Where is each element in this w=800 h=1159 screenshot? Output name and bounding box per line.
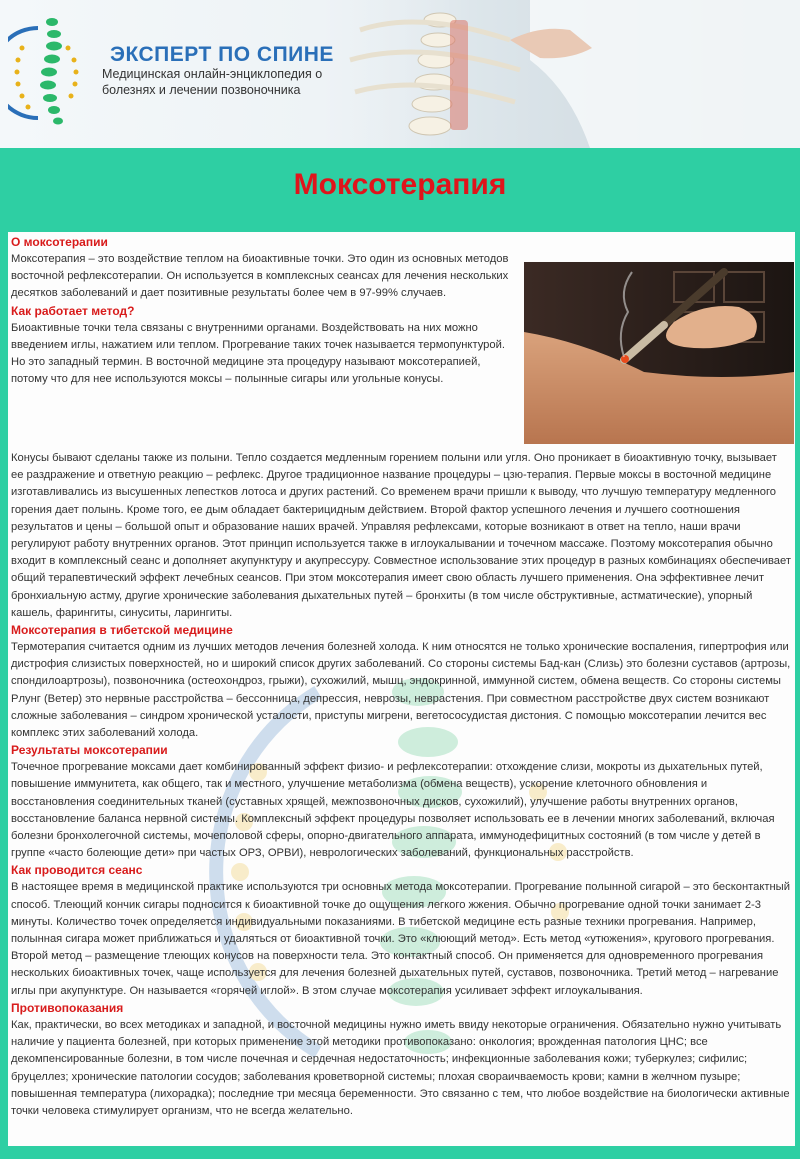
paragraph: Точечное прогревание моксами дает комбинированный эффект физио- и рефлексотерапии: отхождение слизи, мокроты из дыхательных путей, повышение иммунитета, как общего, так и местного, улучшение метаболизма (обмена веществ), ускорение клеточного обновления и восстановления соединительных тканей (суставных хрящей, межпозвоночных дисков, сухожилий), улучшение работы внутренних органов, восстановление баланса нервной системы. Комплексный эффект процедуры позволяет использовать ее в лечении многих заболеваний, включая болезни бронхолегочной системы, мочеполовой сферы, опорно-двигательного аппарата, иммунодефицитных состояний (в том числе у детей в группе «часто болеющие дети» при частых ОРЗ, ОРВИ), неврологических заболеваний, функциональных расстройств. [11,761,775,860]
paragraph: Конусы бывают сделаны также из полыни. Тепло создается медленным горением полыни или угля. Оно проникает в биоактивную точку, вызывает ее раздражение и ответную реакцию – рефлекс. Другое традиционное название процедуры – цзю-терапия. Первые моксы в восточной медицине изготавливались из высушенных лепестков лотоса и других растений. Со временем врачи пришли к выводу, что лучшую температуру медленного горения дает полынь. Кроме того, ее дым обладает бактерицидным действием. Второй фактор успешного лечения и лучшего соотношения результатов и цены – большой опыт и образование наших врачей. Управляя рефлексами, которые возникают в ответ на тепло, наши врачи регулируют работу внутренних органов. Этот принцип используется также в иглоукалывании и точечном массаже. Поэтому моксотерапия обычно входит в комплексный сеанс и дополняет акупунктуру и акупрессуру. Совместное использование этих процедур в разных комбинациях обеспечивает общий терапевтический эффект лечебных сеансов. При этом моксотерапия имеет свою область лучшего применения. Она эффективнее лечит бронхиальную астму, другие хронические заболевания дыхательных путей – бронхиты (в том числе обструктивные, астматические), упорный кашель, фарингиты, синуситы, ларингиты. [11,452,792,619]
page-title: Моксотерапия [293,168,507,201]
section-heading: Как работает метод? [11,303,135,318]
brand-subtitle: Медицинская онлайн-энциклопедия о болезнях и лечении позвоночника [102,67,323,97]
moxa-procedure-photo [524,262,794,444]
article-text [11,234,791,1120]
article-body [8,232,795,1146]
paragraph: Биоактивные точки тела связаны с внутренними органами. Воздействовать на них можно введением иглы, нажатием или теплом. Прогревание таких точек называется термопунктурой. Но это западный термин. В восточной медицине эта процедуру называют моксотерапией, потому что для нее используются моксы – полынные сигары или угольные конусы. [11,321,505,386]
paragraph: Как, практически, во всех методиках и западной, и восточной медицины нужно иметь ввиду некоторые ограничения. Обязательно нужно учитывать наличие у пациента болезней, при которых применение этой методики противопоказано: онкология; врожденная патология ЦНС; все декомпенсированные болезни, в том числе почечная и сердечная недостаточность; инфекционные заболевания кожи; туберкулез; сифилис; бруцеллез; хронические патологии сосудов; заболевания кроветворной системы; плохая свораичваемость крови; камни в желчном пузыре; повышенная температура (лихорадка); последние три месяца беременности. Это связанно с тем, что любое воздействие на биологически активные точки человека стимулирует организм, что не всегда желательно. [11,1018,790,1117]
section-heading: О моксотерапии [11,235,108,249]
site-header [0,0,800,148]
header-spine-photo [330,0,800,148]
section-heading: Как проводится сеанс [11,863,143,878]
section-heading: Моксотерапия в тибетской медицине [11,623,233,638]
paragraph: Моксотерапия – это воздействие теплом на биоактивные точки. Это один из основных методов восточной рефлексотерапии. Он используется в комплексных сеансах для лечения нескольких десятков заболеваний и дает позитивные результаты более чем в 97-99% случаев. [11,253,509,300]
paragraph: В настоящее время в медицинской практике используются три основных метода моксотерапии. Прогревание полынной сигарой – это бесконтактный способ. Тлеющий кончик сигары подносится к биоактивной точке до ощущения легкого жжения. Обычно прогревание одной точки занимает 2-3 минуты. Количество точек определяется индивидуальными показаниями. В тибетской медицине есть разные техники прогревания. Например, полынная сигара может приближаться и удаляться от биоактивной точки. Это «клюющий метод». Есть метод «утюжения», кругового прогревания. Второй метод – размещение тлеющих конусов на поверхности тела. Это контактный способ. Он применяется для одновременного прогревания нескольких биоактивных точек, чаще используется для лечения болезней дыхательных путей, суставов, позвоночника. Третий метод – нагревание иглы при акупунктуре. Он называется «горячей иглой». В этом случае моксотерапия усиливает эффект иглоукалывания. [11,881,790,997]
brand-title[interactable]: ЭКСПЕРТ ПО СПИНЕ [110,43,334,66]
logo-spine-icon [8,8,103,138]
paragraph: Термотерапия считается одним из лучших методов лечения болезней холода. К ним относятся не только хронические воспаления, гипертрофия или дистрофия слизистых поверхностей, но и широкий список других заболеваний. Со стороны системы Бад-кан (Слизь) это болезни суставов (артрозы, спондилоартрозы), позвоночника (остеохондроз, грыжи), сухожилий, мышц, эндокринной, иммунной систем, обмена веществ. Со стороны системы Рлунг (Ветер) это нервные расстройства – бессонница, депрессия, неврозы, неврастения. При совместном расстройстве двух систем возникают сложные заболевания – синдром хронической усталости, приступы мигрени, вегетососудистая дистония. С помощью моксотерапии лечится вес комплекс этих заболеваний холода. [11,641,791,740]
section-heading: Результаты моксотерапии [11,743,168,758]
section-heading: Противопоказания [11,1000,124,1015]
